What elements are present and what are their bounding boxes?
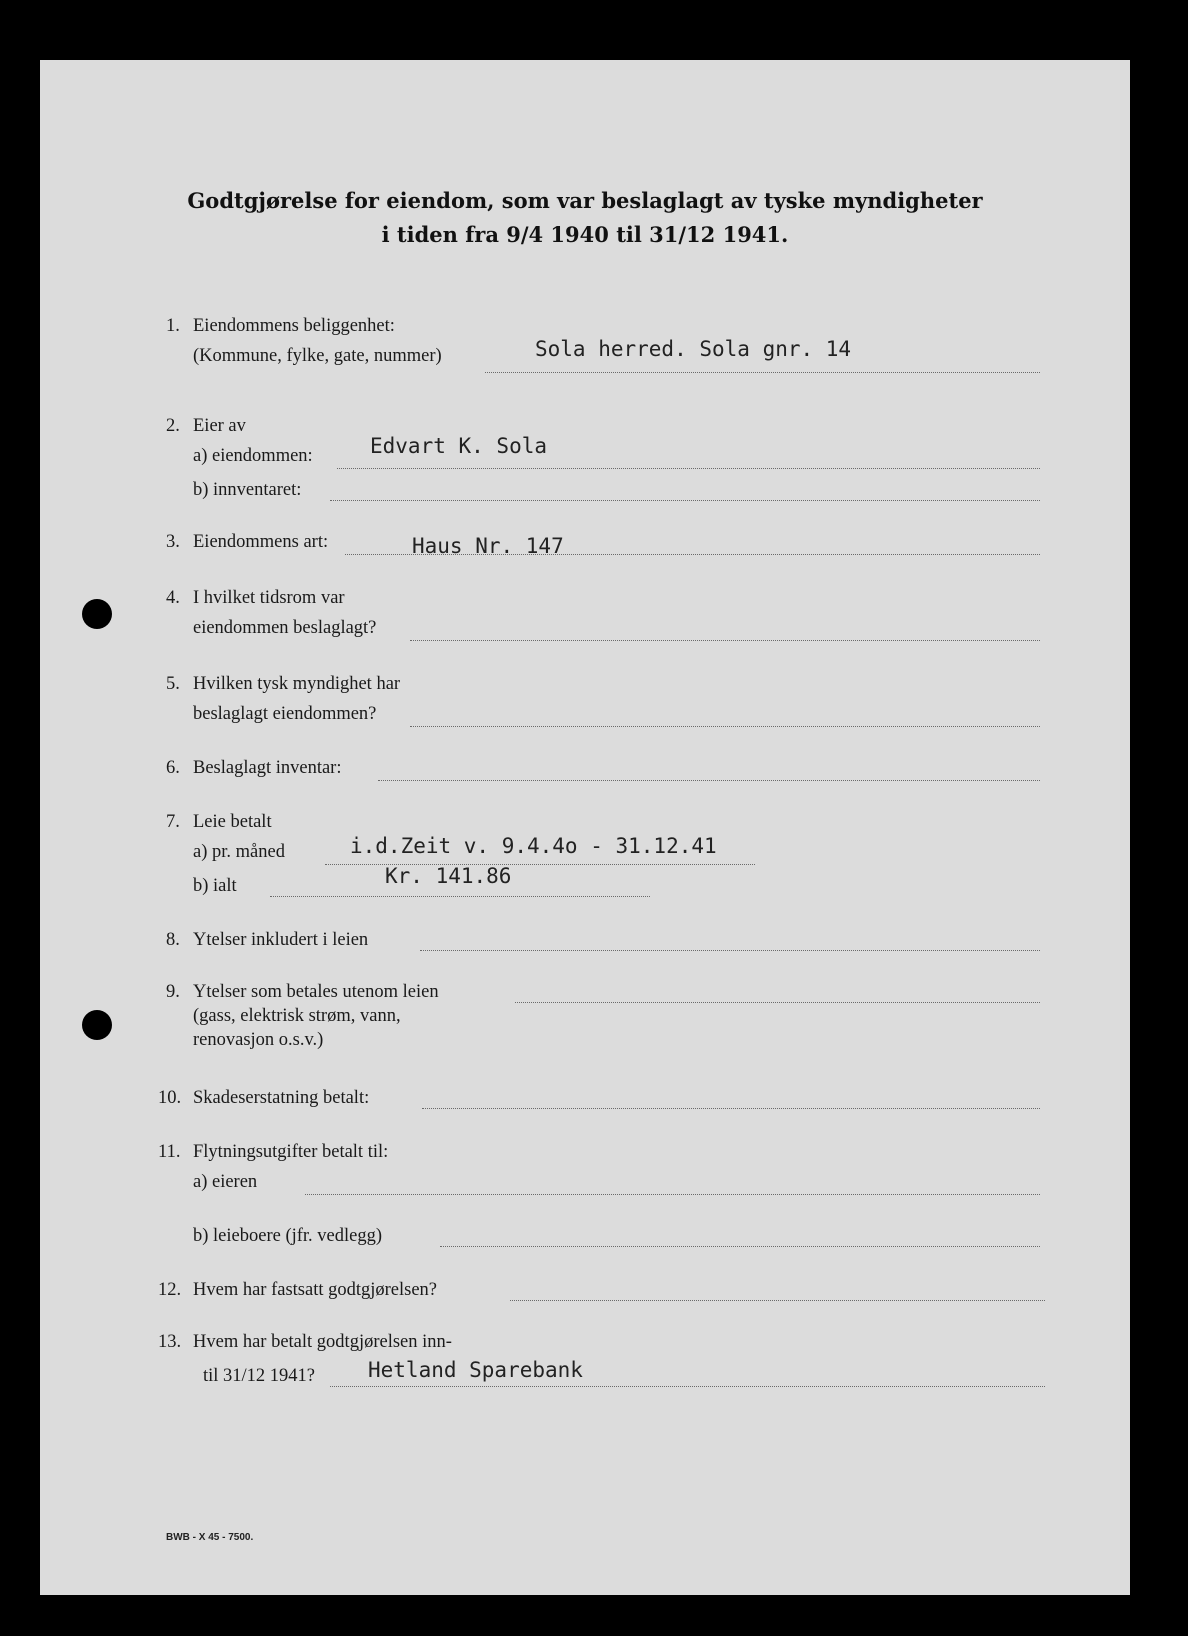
item-12-field[interactable] [510, 1300, 1045, 1301]
item-2a-field[interactable] [337, 468, 1040, 469]
item-7a-value: i.d.Zeit v. 9.4.4o - 31.12.41 [350, 834, 717, 858]
item-7b-field[interactable] [270, 896, 650, 897]
item-12-number: 12. [158, 1280, 182, 1300]
punch-hole-top [82, 599, 112, 629]
item-8-field[interactable] [420, 950, 1040, 951]
item-3-label: Eiendommens art: [193, 532, 329, 552]
item-13-sublabel: til 31/12 1941? [203, 1366, 316, 1386]
item-7-label: Leie betalt [193, 812, 272, 832]
item-2a-value: Edvart K. Sola [370, 434, 548, 458]
item-1-value: Sola herred. Sola gnr. 14 [535, 337, 852, 361]
item-13-label: Hvem har betalt godtgjørelsen inn- [193, 1332, 452, 1352]
item-11a-label: a) eieren [193, 1172, 258, 1192]
item-12-label: Hvem har fastsatt godtgjørelsen? [193, 1280, 438, 1300]
item-13-number: 13. [158, 1332, 182, 1352]
item-13-field[interactable] [330, 1386, 1045, 1387]
item-1-number: 1. [166, 316, 180, 336]
item-4-sublabel: eiendommen beslaglagt? [193, 618, 377, 638]
item-6-field[interactable] [378, 780, 1040, 781]
form-title-line1: Godtgjørelse for eiendom, som var beslaglagt av tyske myndigheter [187, 188, 983, 213]
item-13-value: Hetland Sparebank [368, 1358, 583, 1382]
item-6-label: Beslaglagt inventar: [193, 758, 342, 778]
item-11-number: 11. [158, 1142, 181, 1162]
item-2b-field[interactable] [330, 500, 1040, 501]
item-4-number: 4. [166, 588, 180, 608]
item-10-field[interactable] [422, 1108, 1040, 1109]
item-9-number: 9. [166, 982, 180, 1002]
form-title-line2: i tiden fra 9/4 1940 til 31/12 1941. [381, 222, 789, 247]
item-2-number: 2. [166, 416, 180, 436]
item-9-sublabel-2: renovasjon o.s.v.) [193, 1030, 324, 1050]
item-11-label: Flytningsutgifter betalt til: [193, 1142, 389, 1162]
item-9-label: Ytelser som betales utenom leien [193, 982, 439, 1002]
print-code: BWB - X 45 - 7500. [166, 1532, 254, 1543]
item-7a-label: a) pr. måned [193, 842, 285, 862]
item-11a-field[interactable] [305, 1194, 1040, 1195]
item-3-value: Haus Nr. 147 [412, 534, 564, 558]
item-1-label: Eiendommens beliggenhet: [193, 316, 395, 336]
form-page [40, 60, 1130, 1595]
item-2-label: Eier av [193, 416, 246, 436]
item-5-field[interactable] [410, 726, 1040, 727]
item-4-label: I hvilket tidsrom var [193, 588, 345, 608]
item-8-number: 8. [166, 930, 180, 950]
item-9-field[interactable] [515, 1002, 1040, 1003]
item-11b-label: b) leieboere (jfr. vedlegg) [193, 1226, 383, 1246]
item-11b-field[interactable] [440, 1246, 1040, 1247]
item-10-label: Skadeserstatning betalt: [193, 1088, 370, 1108]
item-5-label: Hvilken tysk myndighet har [193, 674, 401, 694]
item-9-sublabel-1: (gass, elektrisk strøm, vann, [193, 1006, 401, 1026]
item-7b-value: Kr. 141.86 [385, 864, 512, 888]
item-1-sublabel: (Kommune, fylke, gate, nummer) [193, 346, 442, 366]
punch-hole-bottom [82, 1010, 112, 1040]
item-5-sublabel: beslaglagt eiendommen? [193, 704, 377, 724]
item-6-number: 6. [166, 758, 180, 778]
item-2b-label: b) innventaret: [193, 480, 302, 500]
item-7-number: 7. [166, 812, 180, 832]
item-7b-label: b) ialt [193, 876, 237, 896]
item-4-field[interactable] [410, 640, 1040, 641]
item-10-number: 10. [158, 1088, 182, 1108]
item-2a-label: a) eiendommen: [193, 446, 313, 466]
item-3-number: 3. [166, 532, 180, 552]
item-8-label: Ytelser inkludert i leien [193, 930, 369, 950]
item-1-field[interactable] [485, 372, 1040, 373]
item-5-number: 5. [166, 674, 180, 694]
